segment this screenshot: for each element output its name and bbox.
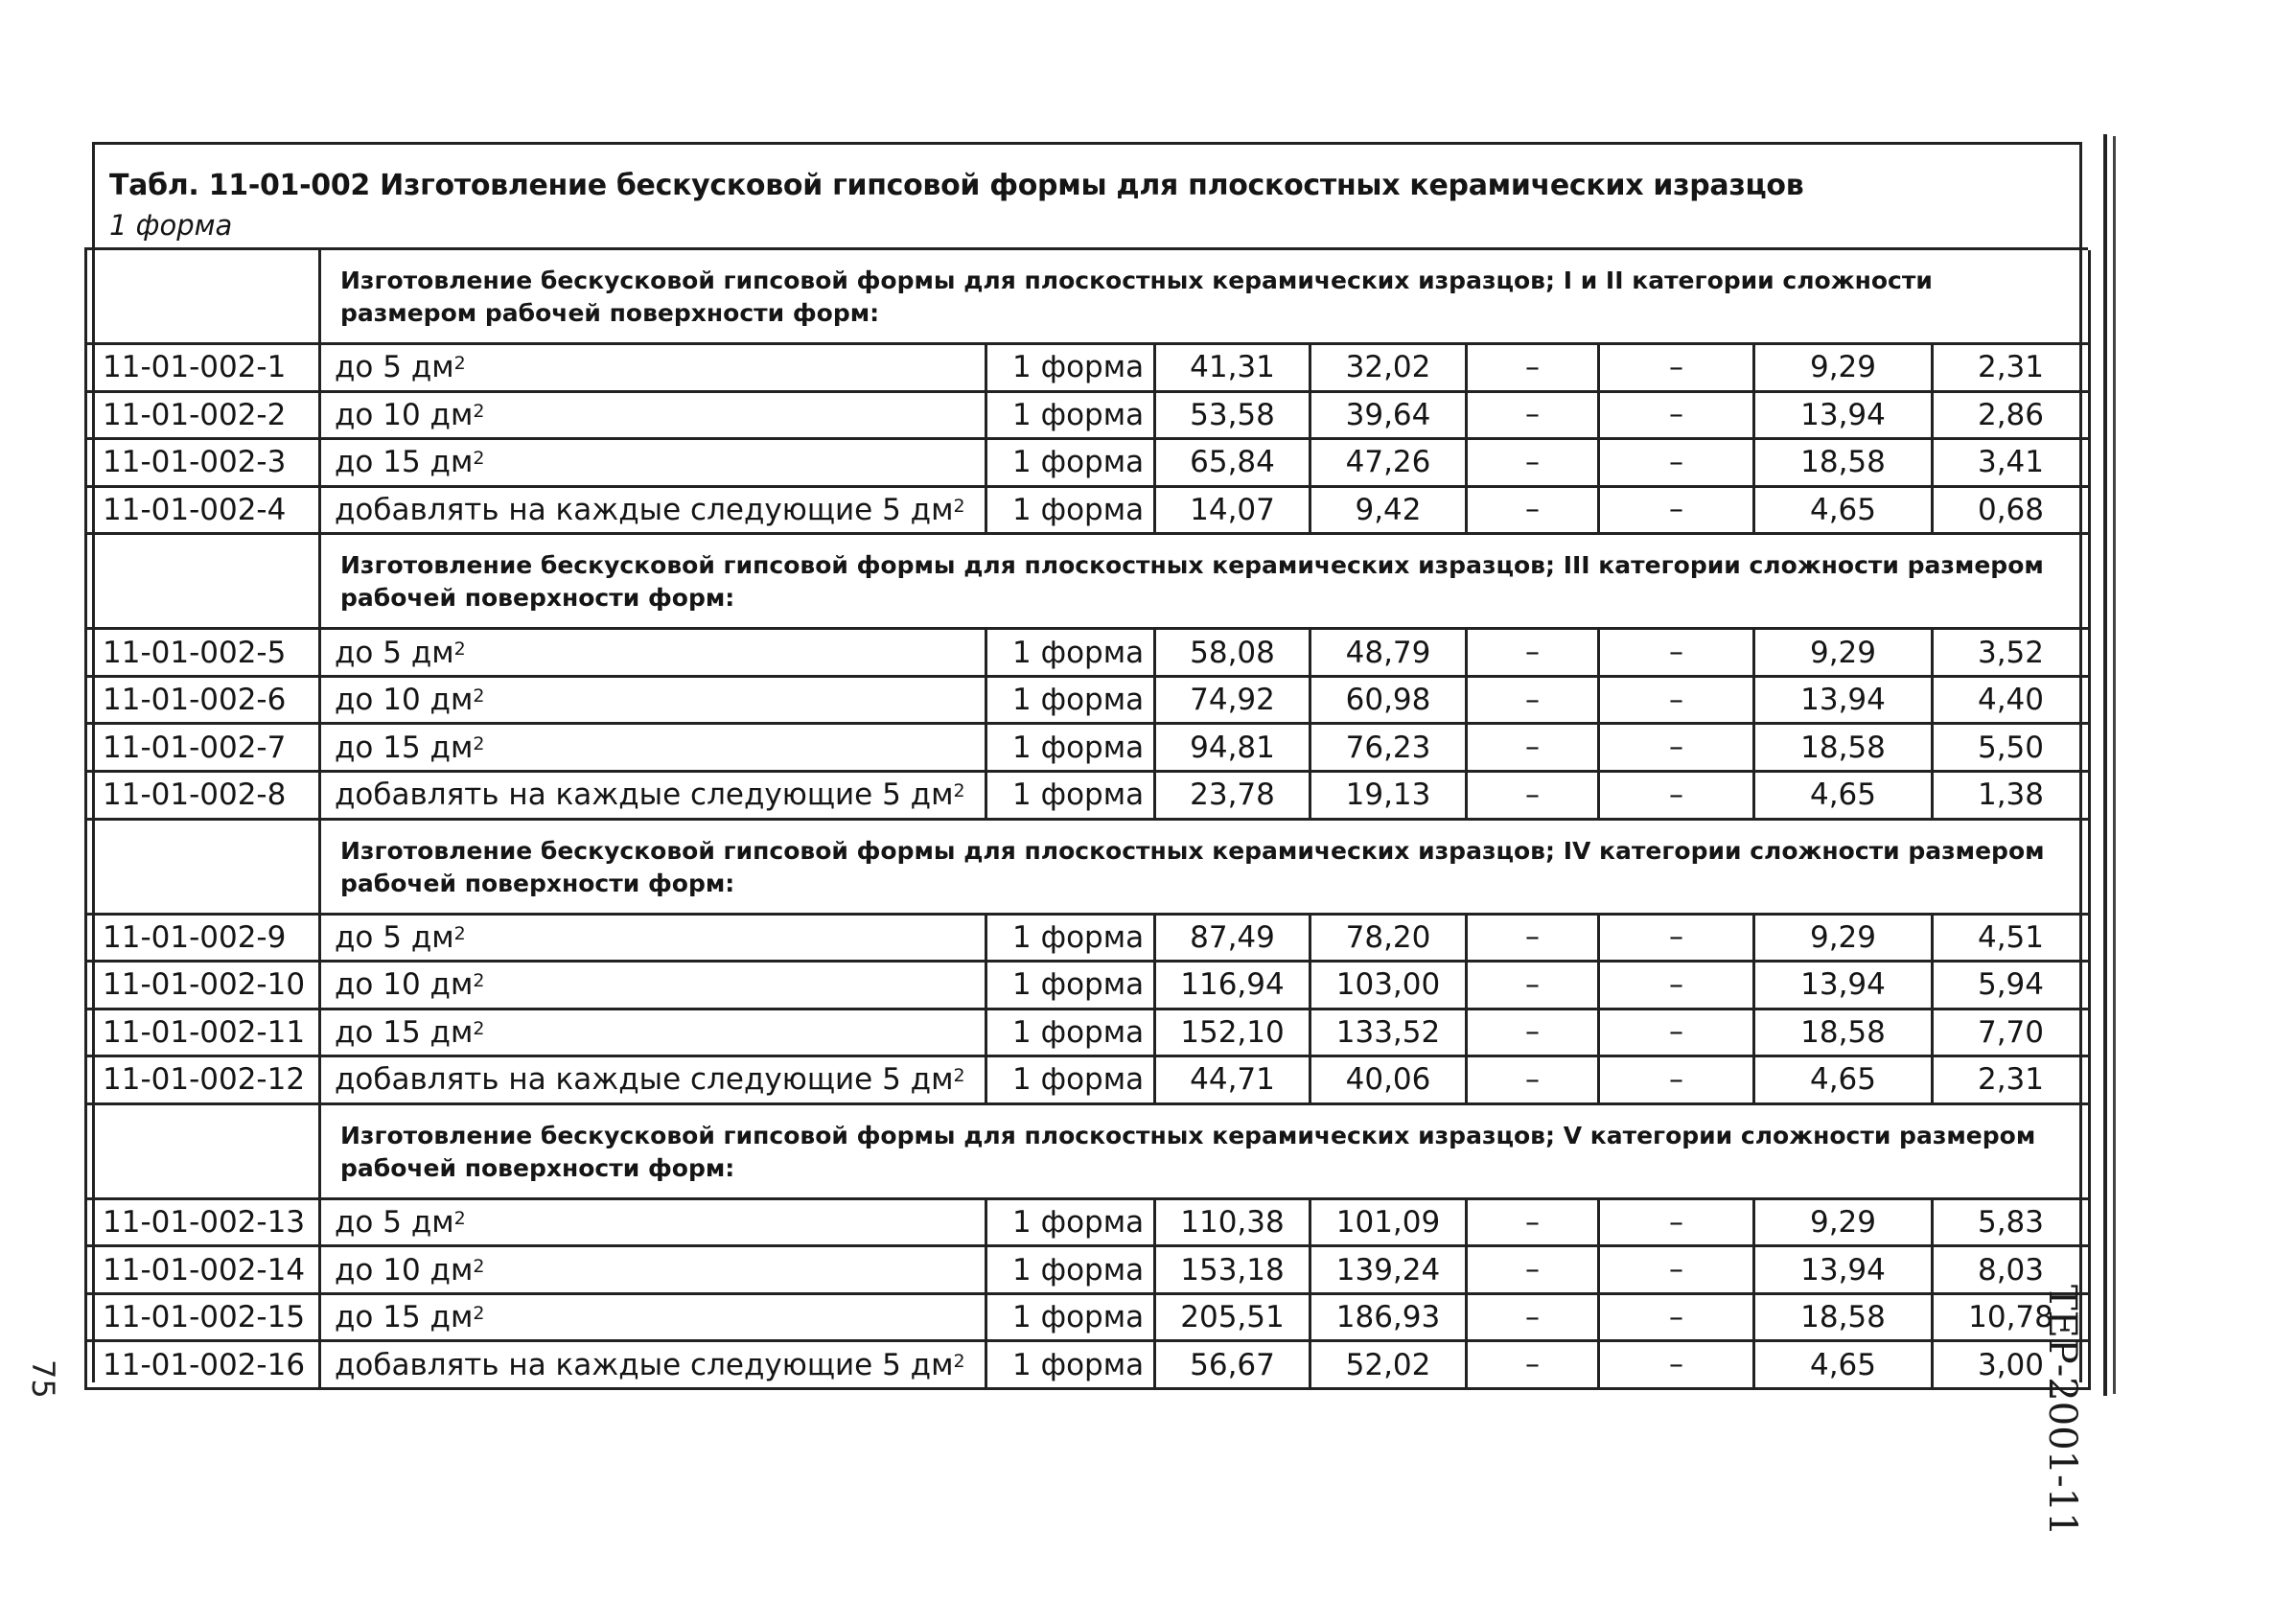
row-value-machine-wages: – [1600,725,1755,773]
row-code: 11-01-002-6 [87,678,321,726]
row-value-labor: 5,94 [1934,963,2091,1010]
row-name-text: до 5 дм [335,635,454,670]
row-name [321,440,987,488]
row-value-machines: – [1468,1057,1600,1105]
row-code: 11-01-002-11 [87,1010,321,1058]
row-name-text: добавлять на каждые следующие 5 дм [335,1347,954,1382]
row-value-materials: 9,29 [1755,916,1934,963]
row-value-total: 94,81 [1156,725,1311,773]
row-value-total: 14,07 [1156,488,1311,536]
row-value-labor: 3,52 [1934,630,2091,678]
group-blank-cell [87,1105,321,1200]
row-name [321,345,987,393]
row-unit: 1 форма [987,963,1156,1010]
row-value-labor: 8,03 [1934,1247,2091,1295]
row-unit: 1 форма [987,1200,1156,1248]
row-code: 11-01-002-15 [87,1295,321,1343]
row-name-exponent: 2 [453,638,466,660]
row-name [321,916,987,963]
row-value-machines: – [1468,630,1600,678]
row-value-machines: – [1468,440,1600,488]
page-number: 75 [25,1359,61,1399]
row-value-machine-wages: – [1600,963,1755,1010]
row-value-labor: 4,40 [1934,678,2091,726]
row-value-labor: 2,31 [1934,1057,2091,1105]
row-value-total: 152,10 [1156,1010,1311,1058]
row-name-text: до 15 дм [335,1300,474,1335]
row-value-wages: 32,02 [1311,345,1468,393]
row-value-materials: 18,58 [1755,1010,1934,1058]
row-value-total: 53,58 [1156,393,1311,441]
row-unit: 1 форма [987,1295,1156,1343]
row-name [321,630,987,678]
row-value-materials: 18,58 [1755,440,1934,488]
row-unit: 1 форма [987,678,1156,726]
row-name [321,1200,987,1248]
group-heading: Изготовление бескусковой гипсовой формы для плоскостных керамических изразцов; III категории сложности размером рабочей поверхности форм: [321,535,2091,630]
row-name [321,1247,987,1295]
row-value-machine-wages: – [1600,1247,1755,1295]
row-value-total: 74,92 [1156,678,1311,726]
row-value-machine-wages: – [1600,678,1755,726]
row-value-machines: – [1468,1010,1600,1058]
group-heading: Изготовление бескусковой гипсовой формы для плоскостных керамических изразцов; V категории сложности размером рабочей поверхности форм: [321,1105,2091,1200]
row-value-materials: 9,29 [1755,630,1934,678]
row-code: 11-01-002-3 [87,440,321,488]
row-unit: 1 форма [987,1057,1156,1105]
row-value-wages: 19,13 [1311,773,1468,821]
row-unit: 1 форма [987,1010,1156,1058]
row-value-materials: 9,29 [1755,1200,1934,1248]
row-code: 11-01-002-4 [87,488,321,536]
row-value-machine-wages: – [1600,345,1755,393]
row-value-machine-wages: – [1600,630,1755,678]
row-value-machines: – [1468,345,1600,393]
row-value-labor: 0,68 [1934,488,2091,536]
row-unit: 1 форма [987,725,1156,773]
row-value-total: 205,51 [1156,1295,1311,1343]
row-unit: 1 форма [987,630,1156,678]
row-value-machine-wages: – [1600,773,1755,821]
group-heading: Изготовление бескусковой гипсовой формы для плоскостных керамических изразцов; IV категории сложности размером рабочей поверхности форм: [321,821,2091,916]
row-name-text: до 5 дм [335,350,454,385]
row-value-labor: 2,31 [1934,345,2091,393]
row-value-labor: 4,51 [1934,916,2091,963]
row-unit: 1 форма [987,916,1156,963]
row-name-text: до 10 дм [335,967,474,1003]
row-code: 11-01-002-14 [87,1247,321,1295]
row-value-machine-wages: – [1600,440,1755,488]
row-value-materials: 9,29 [1755,345,1934,393]
row-value-wages: 60,98 [1311,678,1468,726]
row-code: 11-01-002-10 [87,963,321,1010]
row-value-machines: – [1468,1342,1600,1390]
row-value-wages: 48,79 [1311,630,1468,678]
row-name-exponent: 2 [473,400,485,422]
row-name [321,963,987,1010]
row-name-text: до 10 дм [335,1252,474,1288]
group-blank-cell [87,821,321,916]
row-name-exponent: 2 [473,448,485,470]
row-value-total: 87,49 [1156,916,1311,963]
row-value-wages: 103,00 [1311,963,1468,1010]
group-blank-cell [87,535,321,630]
row-name [321,1342,987,1390]
row-name [321,678,987,726]
row-value-labor: 10,78 [1934,1295,2091,1343]
row-name-text: добавлять на каждые следующие 5 дм [335,492,954,527]
row-name [321,488,987,536]
row-value-materials: 18,58 [1755,1295,1934,1343]
row-value-wages: 9,42 [1311,488,1468,536]
row-value-wages: 78,20 [1311,916,1468,963]
row-unit: 1 форма [987,440,1156,488]
row-value-materials: 4,65 [1755,1342,1934,1390]
row-unit: 1 форма [987,1342,1156,1390]
row-value-labor: 1,38 [1934,773,2091,821]
row-unit: 1 форма [987,773,1156,821]
row-name [321,725,987,773]
row-value-wages: 101,09 [1311,1200,1468,1248]
row-value-materials: 4,65 [1755,1057,1934,1105]
row-value-materials: 13,94 [1755,678,1934,726]
row-name-text: до 5 дм [335,919,454,955]
row-name [321,773,987,821]
row-value-total: 44,71 [1156,1057,1311,1105]
row-value-machines: – [1468,1295,1600,1343]
row-name [321,1010,987,1058]
row-name [321,393,987,441]
row-value-total: 110,38 [1156,1200,1311,1248]
row-value-machine-wages: – [1600,1295,1755,1343]
row-name-exponent: 2 [953,1350,965,1372]
side-title: ТЕР-2001-11 [2040,1285,2084,1537]
row-name-text: до 10 дм [335,683,474,718]
row-name [321,1295,987,1343]
row-value-machine-wages: – [1600,1010,1755,1058]
row-code: 11-01-002-9 [87,916,321,963]
row-value-machines: – [1468,393,1600,441]
row-name-exponent: 2 [453,353,466,375]
row-value-labor: 3,00 [1934,1342,2091,1390]
row-value-machine-wages: – [1600,1057,1755,1105]
row-name-text: до 15 дм [335,730,474,765]
table-caption: Табл. 11-01-002 Изготовление бескусковой гипсовой формы для плоскостных керамических изразцов [109,169,1804,202]
row-value-labor: 3,41 [1934,440,2091,488]
row-value-materials: 18,58 [1755,725,1934,773]
row-value-total: 56,67 [1156,1342,1311,1390]
row-value-machine-wages: – [1600,1200,1755,1248]
row-code: 11-01-002-7 [87,725,321,773]
row-value-total: 65,84 [1156,440,1311,488]
row-value-machine-wages: – [1600,488,1755,536]
row-name-exponent: 2 [473,685,485,708]
side-rule [2103,134,2107,1396]
row-value-machines: – [1468,488,1600,536]
row-value-wages: 39,64 [1311,393,1468,441]
row-value-labor: 7,70 [1934,1010,2091,1058]
row-value-machines: – [1468,1247,1600,1295]
row-value-materials: 13,94 [1755,393,1934,441]
row-value-machine-wages: – [1600,393,1755,441]
row-name-exponent: 2 [953,1065,965,1087]
price-table [84,247,2088,1390]
row-name-text: до 10 дм [335,397,474,432]
row-name-exponent: 2 [953,780,965,802]
row-name-exponent: 2 [453,1208,466,1230]
row-name-exponent: 2 [473,732,485,754]
row-value-total: 116,94 [1156,963,1311,1010]
row-value-machines: – [1468,963,1600,1010]
row-value-machines: – [1468,725,1600,773]
row-code: 11-01-002-12 [87,1057,321,1105]
row-name [321,1057,987,1105]
row-unit: 1 форма [987,393,1156,441]
row-value-wages: 47,26 [1311,440,1468,488]
row-value-total: 41,31 [1156,345,1311,393]
row-code: 11-01-002-8 [87,773,321,821]
row-value-wages: 139,24 [1311,1247,1468,1295]
row-value-wages: 76,23 [1311,725,1468,773]
row-name-text: добавлять на каждые следующие 5 дм [335,1062,954,1098]
row-code: 11-01-002-13 [87,1200,321,1248]
row-value-labor: 5,83 [1934,1200,2091,1248]
group-heading: Изготовление бескусковой гипсовой формы для плоскостных керамических изразцов; I и II категории сложности размером рабочей поверхности форм: [321,250,2091,345]
row-value-wages: 40,06 [1311,1057,1468,1105]
row-value-machines: – [1468,773,1600,821]
row-name-exponent: 2 [473,1303,485,1325]
row-value-materials: 4,65 [1755,488,1934,536]
row-value-machines: – [1468,916,1600,963]
row-value-materials: 13,94 [1755,1247,1934,1295]
side-rule-inner [2113,136,2116,1394]
row-name-exponent: 2 [473,970,485,992]
row-code: 11-01-002-2 [87,393,321,441]
row-name-exponent: 2 [473,1255,485,1277]
row-unit: 1 форма [987,345,1156,393]
row-unit: 1 форма [987,1247,1156,1295]
group-blank-cell [87,250,321,345]
row-value-machine-wages: – [1600,916,1755,963]
row-value-labor: 2,86 [1934,393,2091,441]
row-name-exponent: 2 [953,495,965,517]
row-value-total: 153,18 [1156,1247,1311,1295]
row-code: 11-01-002-16 [87,1342,321,1390]
row-name-exponent: 2 [473,1017,485,1039]
measure-unit: 1 форма [109,209,233,242]
row-value-machines: – [1468,1200,1600,1248]
row-code: 11-01-002-1 [87,345,321,393]
row-name-text: до 15 дм [335,1014,474,1050]
row-value-wages: 133,52 [1311,1010,1468,1058]
row-name-text: добавлять на каждые следующие 5 дм [335,777,954,813]
row-name-text: до 5 дм [335,1205,454,1241]
row-value-total: 23,78 [1156,773,1311,821]
row-unit: 1 форма [987,488,1156,536]
row-name-text: до 15 дм [335,445,474,480]
row-value-total: 58,08 [1156,630,1311,678]
row-value-machine-wages: – [1600,1342,1755,1390]
row-value-wages: 186,93 [1311,1295,1468,1343]
row-value-machines: – [1468,678,1600,726]
row-value-wages: 52,02 [1311,1342,1468,1390]
row-name-exponent: 2 [453,922,466,944]
row-value-materials: 13,94 [1755,963,1934,1010]
row-code: 11-01-002-5 [87,630,321,678]
row-value-materials: 4,65 [1755,773,1934,821]
row-value-labor: 5,50 [1934,725,2091,773]
